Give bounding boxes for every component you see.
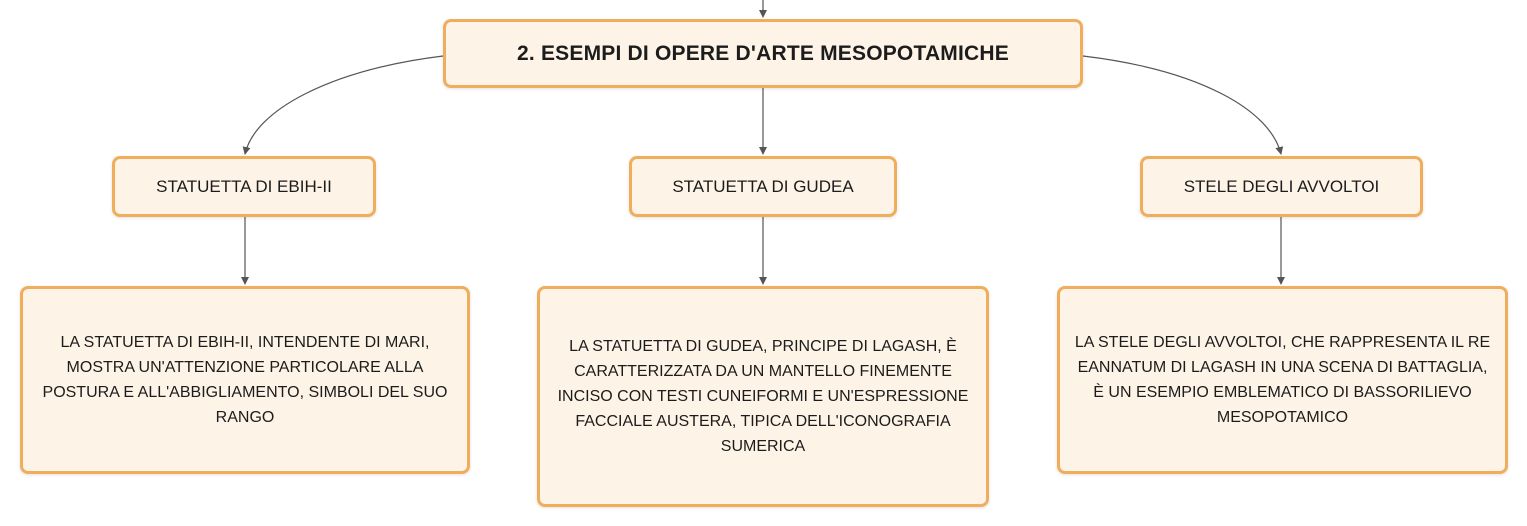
connector-root-to-stele [1083,56,1281,154]
description-ebih-ii[interactable] [20,286,470,474]
node-statuetta-gudea-label: STATUETTA DI GUDEA [672,176,854,196]
node-statuetta-gudea[interactable] [629,156,897,217]
description-gudea[interactable] [537,286,989,507]
root-node[interactable] [443,19,1083,88]
node-statuetta-ebih-ii[interactable] [112,156,376,217]
root-node-label: 2. ESEMPI DI OPERE D'ARTE MESOPOTAMICHE [517,41,1009,65]
connector-root-to-ebih [245,56,443,154]
description-gudea-text: LA STATUETTA DI GUDEA, PRINCIPE DI LAGASH, È CARATTERIZZATA DA UN MANTELLO FINEMENTE INCISO CON TESTI CUNEIFORMI E UN'ESPRESSIONE FACCIALE AUSTERA, TIPICA DELL'ICONOGRAFIA SUMERICA [557,338,969,455]
description-stele-avvoltoi[interactable] [1057,286,1508,474]
node-stele-avvoltoi[interactable] [1140,156,1423,217]
node-statuetta-ebih-ii-label: STATUETTA DI EBIH-II [156,176,332,196]
description-ebih-ii-text: LA STATUETTA DI EBIH-II, INTENDENTE DI MARI, MOSTRA UN'ATTENZIONE PARTICOLARE ALLA POSTURA E ALL'ABBIGLIAMENTO, SIMBOLI DEL SUO RANGO [42,334,448,426]
node-stele-avvoltoi-label: STELE DEGLI AVVOLTOI [1183,176,1380,196]
description-stele-avvoltoi-text: LA STELE DEGLI AVVOLTOI, CHE RAPPRESENTA IL RE EANNATUM DI LAGASH IN UNA SCENA DI BATTAGLIA, È UN ESEMPIO EMBLEMATICO DI BASSORILIEVO MESOPOTAMICO [1074,334,1491,426]
